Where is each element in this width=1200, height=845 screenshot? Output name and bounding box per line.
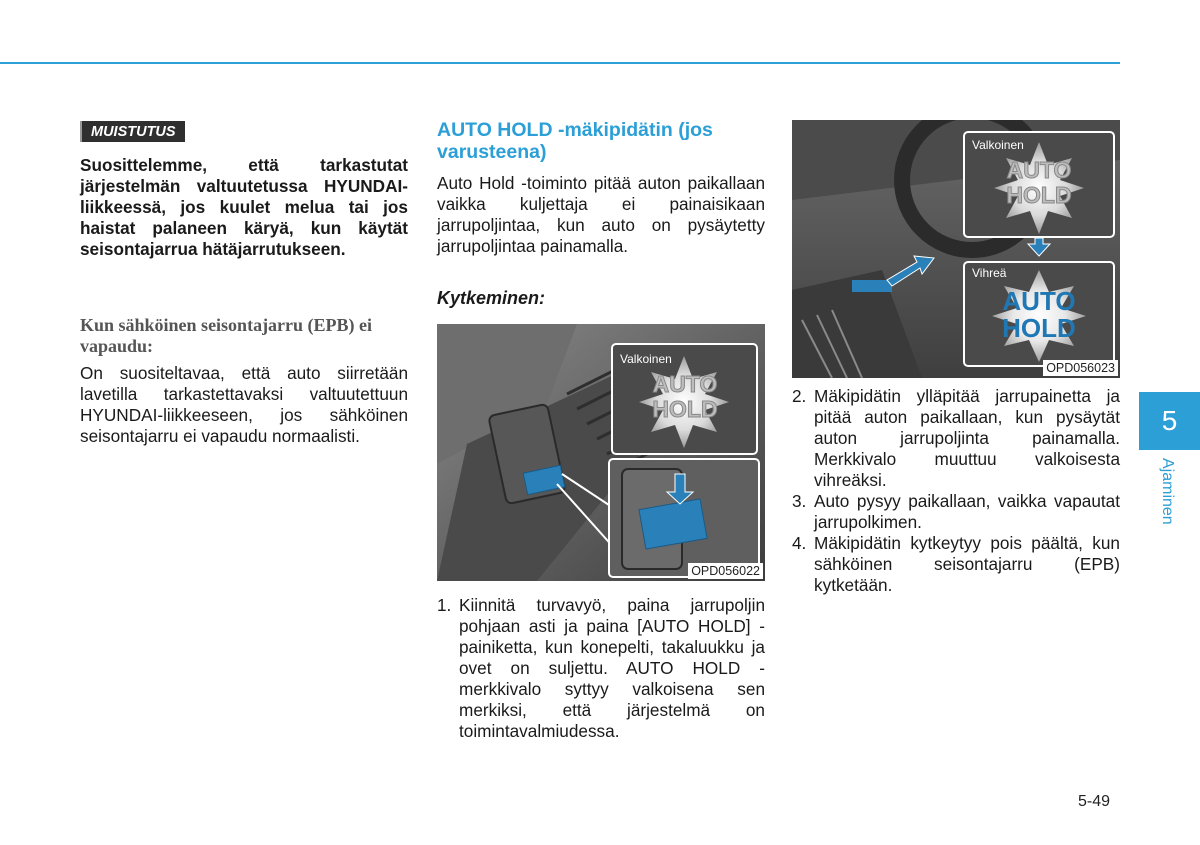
step-text: Kiinnitä turvavyö, paina jarrupoljin pohjaan asti ja paina [AUTO HOLD] -painiketta, kun konepelti, takaluukku ja ovet on suljettu. AUTO HOLD -merkkivalo syttyy valkoisena sen merkiksi, että järjestelmä on toimintavalmiudessa. xyxy=(459,595,765,741)
step-1 xyxy=(437,595,765,742)
indicator-text-white xyxy=(1004,158,1074,208)
epb-heading: Kun sähköinen seisontajarru (EPB) ei vapaudu: xyxy=(80,315,373,356)
indicator-line-2: HOLD xyxy=(1002,313,1076,343)
step-2 xyxy=(792,386,1120,491)
indicator-line-1: AUTO xyxy=(652,371,718,397)
step-text: Mäkipidätin kytkeytyy pois päältä, kun sähköinen seisontajarru (EPB) kytketään. xyxy=(814,533,1120,595)
step-text: Auto pysyy paikallaan, vaikka vapautat jarrupolkimen. xyxy=(814,491,1120,532)
step-number: 2. xyxy=(792,386,807,406)
activation-subheading: Kytkeminen: xyxy=(437,288,546,308)
step-number: 4. xyxy=(792,533,807,553)
page-number: 5-49 xyxy=(1078,793,1111,810)
step-number: 1. xyxy=(437,595,452,615)
steps-list-a xyxy=(437,595,765,742)
top-rule xyxy=(0,62,1120,64)
auto-hold-intro: Auto Hold -toiminto pitää auton paikallaan vaikka kuljettaja ei painaisikaan jarrupoljintaa, kun auto on pysäytetty jarrupoljintaa painamalla. xyxy=(437,173,765,256)
indicator-line-1: AUTO xyxy=(1006,157,1072,183)
indicator-line-2: HOLD xyxy=(1006,182,1072,208)
step-4 xyxy=(792,533,1120,596)
figure-dashboard-indicator xyxy=(792,120,1120,378)
chapter-tab: 5 xyxy=(1139,392,1200,450)
figure-code: OPD056023 xyxy=(1043,360,1118,376)
auto-hold-heading: AUTO HOLD -mäkipidätin (jos varusteena) xyxy=(437,119,713,163)
figure-console-button xyxy=(437,324,765,581)
indicator-label-white: Valkoinen xyxy=(972,138,1024,152)
figure-code: OPD056022 xyxy=(688,563,763,579)
step-number: 3. xyxy=(792,491,807,511)
indicator-label-white: Valkoinen xyxy=(620,352,672,366)
indicator-text-green xyxy=(998,288,1080,342)
indicator-text-white xyxy=(650,372,720,422)
step-3 xyxy=(792,491,1120,533)
epb-text: On suositeltavaa, että auto siirretään lavetilla tarkastettavaksi valtuutettuun HYUNDAI-liikkeeseen, jos sähköinen seisontajarru ei vapaudu normaalisti. xyxy=(80,363,408,446)
step-text: Mäkipidätin ylläpitää jarrupainetta ja pitää auton paikallaan, kun pysäytät auton jarrupoljinta painamalla. Merkkivalo muuttuu valkoisesta vihreäksi. xyxy=(814,386,1120,490)
note-text: Suosittelemme, että tarkastutat järjestelmän valtuutetussa HYUNDAI-liikkeessä, jos kuulet melua tai jos haistat palaneen käryä, kun käytät seisontajarrua hätäjarrutukseen. xyxy=(80,155,408,259)
chapter-name: Ajaminen xyxy=(1159,458,1176,525)
steps-list-b xyxy=(792,386,1120,596)
note-label: MUISTUTUS xyxy=(80,121,185,142)
indicator-line-1: AUTO xyxy=(1002,286,1076,316)
indicator-line-2: HOLD xyxy=(652,396,718,422)
indicator-label-green: Vihreä xyxy=(972,266,1007,280)
console-illustration xyxy=(437,324,765,581)
